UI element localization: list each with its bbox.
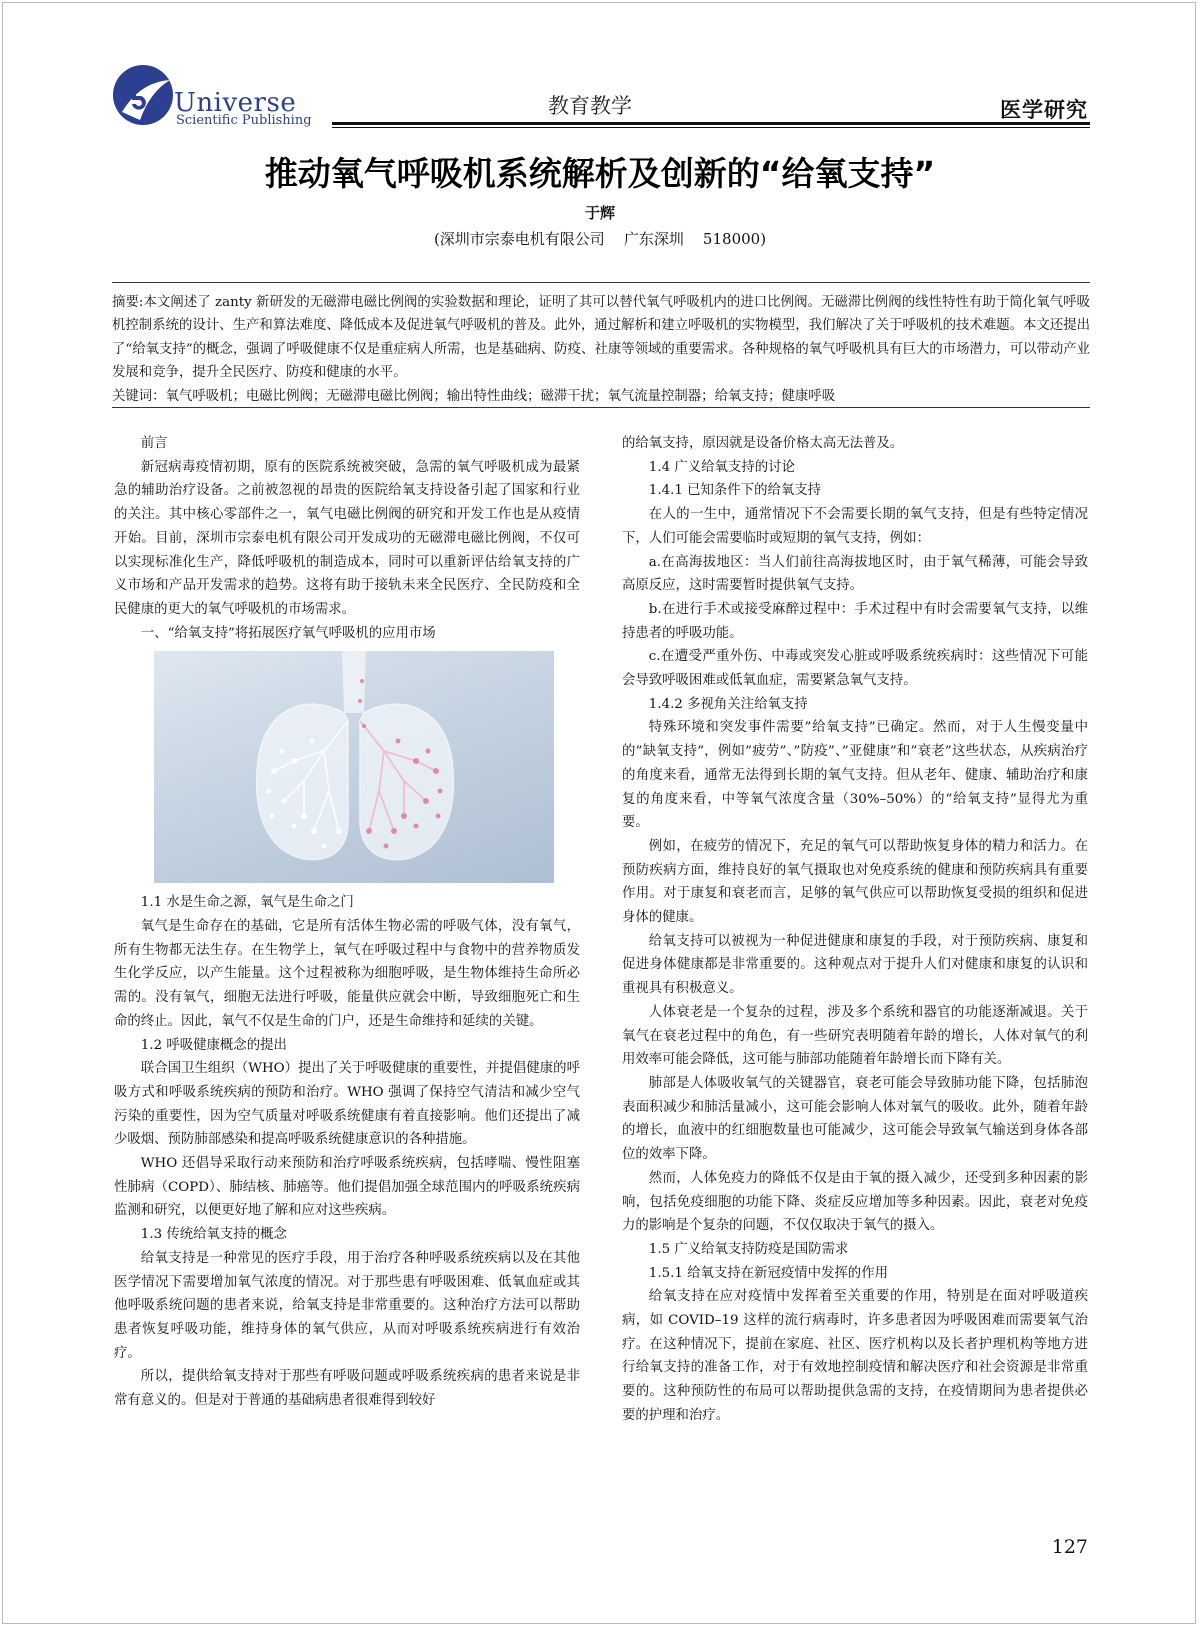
header-rule (332, 122, 1090, 125)
subsection-heading: 1.4.2 多视角关注给氧支持 (648, 696, 808, 712)
lung-figure (154, 651, 554, 883)
keywords: 关键词：氧气呼吸机；电磁比例阀；无磁滞电磁比例阀；输出特性曲线；磁滞干扰；氧气流量控制器；给氧支持；健康呼吸 (112, 388, 836, 404)
paragraph: 氧气是生命存在的基础，它是所有活体生物必需的呼吸气体，没有氧气，所有生物都无法生存。在生物学上，氧气在呼吸过程中与食物中的营养物质发生化学反应，以产生能量。这个过程被称为细胞呼吸，是生物体维持生命所必需的。没有氧气，细胞无法进行呼吸，能量供应就会中断，导致细胞死亡和生命的终止。因此，氧气不仅是生命的门户，还是生命维持和延续的关键。 (114, 919, 580, 1029)
paragraph: 人体衰老是一个复杂的过程，涉及多个系统和器官的功能逐渐减退。关于氧气在衰老过程中的角色，有一些研究表明随着年龄的增长，人体对氧气的利用效率可能会降低，这可能与肺部功能随着年龄增长而下降有关。 (622, 1004, 1088, 1068)
paragraph: 新冠病毒疫情初期，原有的医院系统被突破，急需的氧气呼吸机成为最紧急的辅助治疗设备。之前被忽视的昂贵的医院给氧支持设备引起了国家和行业的关注。其中核心零部件之一，氧气电磁比例阀的研究和开发工作也是从疫情开始。目前，深圳市宗泰电机有限公司开发成功的无磁滞电磁比例阀，不仅可以实现标准化生产，降低呼吸机的制造成本，同时可以重新评估给氧支持的广义市场和产品开发需求的趋势。这将有助于接轨未来全民医疗、全民防疫和全民健康的更大的氧气呼吸机的市场需求。 (114, 459, 580, 617)
paragraph: 给氧支持在应对疫情中发挥着至关重要的作用，特别是在面对呼吸道疾病，如 COVID–19 这样的流行病毒时，许多患者因为呼吸困难而需要氧气治疗。在这种情况下，提前在家庭、社区、医疗机构以及长者护理机构等地方进行给氧支持的准备工作，对于有效地控制疫情和解决医疗和社会资源是非常重要的。这种预防性的布局可以帮助提供急需的支持，在疫情期间为患者提供必要的护理和治疗。 (622, 1289, 1088, 1423)
subsection-heading: 1.4 广义给氧支持的讨论 (648, 459, 795, 475)
paragraph: 肺部是人体吸收氧气的关键器官，衰老可能会导致肺功能下降，包括肺泡表面积减少和肺活量减小，这可能会影响人体对氧气的吸收。此外，随着年龄的增长，血液中的红细胞数量也可能减少，这可能会导致氧气输送到身体各部位的效率下降。 (622, 1075, 1088, 1163)
paragraph: 然而，人体免疫力的降低不仅是由于氧的摄入减少，还受到多种因素的影响，包括免疫细胞的功能下降、炎症反应增加等多种因素。因此，衰老对免疫力的影响是个复杂的问题，不仅仅取决于氧气的摄入。 (622, 1170, 1088, 1234)
subsection-heading: 1.4.1 已知条件下的给氧支持 (648, 483, 822, 499)
page-number: 127 (1051, 1536, 1088, 1558)
section-label: 教育教学 (548, 94, 632, 118)
article-author: 于辉 (584, 204, 615, 222)
paragraph: 联合国卫生组织（WHO）提出了关于呼吸健康的重要性，并提倡健康的呼吸方式和呼吸系统疾病的预防和治疗。WHO 强调了保持空气清洁和减少空气污染的重要性，因为空气质量对呼吸系统健康有着直接影响。他们还提出了减少吸烟、预防肺部感染和提高呼吸系统健康意识的各种措施。 (114, 1061, 580, 1148)
abstract-box (112, 282, 1090, 408)
paragraph: 例如，在疲劳的情况下，充足的氧气可以帮助恢复身体的精力和活力。在预防疾病方面，维持良好的氧气摄取也对免疫系统的健康和预防疾病具有重要作用。对于康复和衰老而言，足够的氧气供应可以帮助恢复受损的组织和促进身体的健康。 (622, 838, 1088, 926)
paragraph: 给氧支持是一种常见的医疗手段，用于治疗各种呼吸系统疾病以及在其他医学情况下需要增加氧气浓度的情况。对于那些患有呼吸困难、低氧血症或其他呼吸系统问题的患者来说，给氧支持是非常重要的。这种治疗方法可以帮助患者恢复呼吸功能，维持身体的氧气供应，从而对呼吸系统疾病进行有效治疗。 (114, 1250, 580, 1361)
right-column (622, 432, 1088, 1428)
lung-illustration-icon (154, 651, 554, 883)
list-item: a.在高海拔地区：当人们前往高海拔地区时，由于氧气稀薄，可能会导致高原反应，这时需要暂时提供氧气支持。 (622, 554, 1088, 594)
list-item: c.在遭受严重外伤、中毒或突发心脏或呼吸系统疾病时：这些情况下可能会导致呼吸困难或低氧血症，需要紧急氧气支持。 (622, 649, 1088, 689)
subsection-heading: 1.1 水是生命之源，氧气是生命之门 (140, 895, 354, 911)
abstract: 摘要:本文阐述了 zanty 新研发的无磁滞电磁比例阀的实验数据和理论，证明了其可以替代氧气呼吸机内的进口比例阀。无磁滞比例阀的线性特性有助于简化氧气呼吸机控制系统的设计、生产和算法难度、降低成本及促进氧气呼吸机的普及。此外，通过解析和建立呼吸机的实物模型，我们解决了关于呼吸机的技术难题。本文还提出了“给氧支持”的概念，强调了呼吸健康不仅是重症病人所需，也是基础病、防疫、社康等领域的重要需求。各种规格的氧气呼吸机具有巨大的市场潜力，可以带动产业发展和竞争，提升全民医疗、防疫和健康的水平。 (112, 295, 1090, 381)
page-header (0, 0, 1200, 140)
article-title: 推动氧气呼吸机系统解析及创新的“给氧支持” (264, 154, 936, 193)
publisher-subtitle: Scientific Publishing (176, 113, 312, 128)
journal-name: 医学研究 (1000, 98, 1088, 122)
section-heading: 前言 (140, 436, 168, 451)
section-heading: 一、“给氧支持”将拓展医疗氧气呼吸机的应用市场 (140, 625, 436, 641)
publisher-logo-icon (110, 62, 180, 132)
paragraph: 的给氧支持，原因就是设备价格太高无法普及。 (622, 436, 904, 451)
author-affiliation: (深圳市宗泰电机有限公司 广东深圳 518000) (433, 230, 767, 248)
list-item: b.在进行手术或接受麻醉过程中：手术过程中有时会需要氧气支持，以维持患者的呼吸功能。 (622, 601, 1088, 641)
paragraph: 给氧支持可以被视为一种促进健康和康复的手段，对于预防疾病、康复和促进身体健康都是非常重要的。这种观点对于提升人们对健康和康复的认识和重视具有积极意义。 (622, 933, 1088, 997)
left-column (114, 432, 580, 1413)
paragraph: 在人的一生中，通常情况下不会需要长期的氧气支持，但是有些特定情况下，人们可能会需要临时或短期的氧气支持，例如： (622, 507, 1088, 546)
paragraph: 所以，提供给氧支持对于那些有呼吸问题或呼吸系统疾病的患者来说是非常有意义的。但是对于普通的基础病患者很难得到较好 (114, 1369, 580, 1409)
publisher-logo (110, 62, 330, 132)
publisher-name: Universe (174, 88, 297, 118)
paragraph: WHO 还倡导采取行动来预防和治疗呼吸系统疾病，包括哮喘、慢性阻塞性肺病（COPD）、肺结核、肺癌等。他们提倡加强全球范围内的呼吸系统疾病监测和研究，以便更好地了解和应对这些疾病。 (114, 1156, 580, 1219)
subsection-heading: 1.5.1 给氧支持在新冠疫情中发挥的作用 (648, 1265, 888, 1281)
header-rule-thin (332, 127, 1090, 128)
subsection-heading: 1.2 呼吸健康概念的提出 (140, 1037, 287, 1053)
subsection-heading: 1.3 传统给氧支持的概念 (140, 1227, 287, 1243)
paragraph: 特殊环境和突发事件需要”给氧支持”已确定。然而，对于人生慢变量中的”缺氧支持”，例如”疲劳”、”防疫”、”亚健康”和”衰老”这些状态，从疾病治疗的角度来看，通常无法得到长期的氧气支持。但从老年、健康、辅助治疗和康复的角度来看，中等氧气浓度含量（30%–50%）的“给氧支持”显得尤为重要。 (622, 720, 1088, 831)
subsection-heading: 1.5 广义给氧支持防疫是国防需求 (648, 1241, 849, 1257)
